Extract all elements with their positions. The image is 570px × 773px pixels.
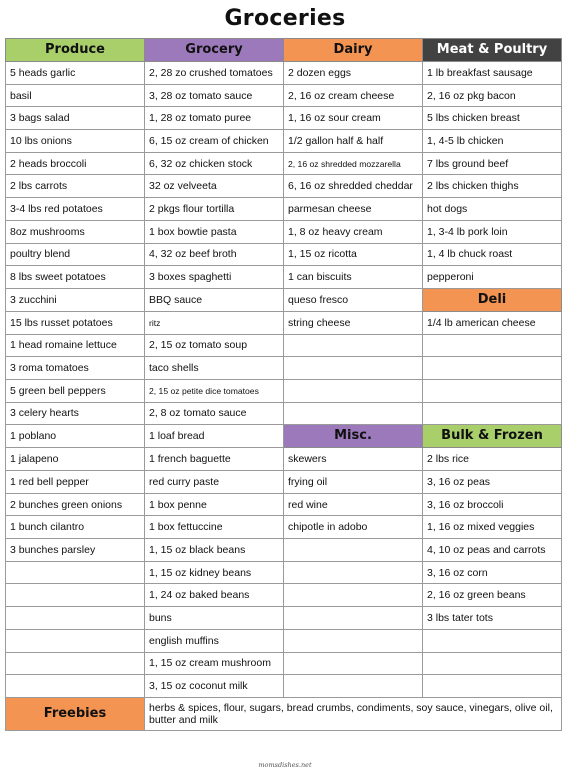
dairy-item	[284, 357, 423, 380]
grocery-item: 1, 15 oz black beans	[145, 539, 284, 562]
freebies-text: herbs & spices, flour, sugars, bread crumbs, condiments, soy sauce, vinegars, olive oil, butter and milk	[145, 697, 562, 730]
bulk-item: 2 lbs rice	[423, 448, 562, 471]
produce-item: 8oz mushrooms	[6, 220, 145, 243]
dairy-item: 1 can biscuits	[284, 266, 423, 289]
table-row	[6, 334, 562, 357]
deli-header: Deli	[423, 288, 562, 311]
dairy-item	[284, 402, 423, 425]
table-row	[6, 175, 562, 198]
grocery-header: Grocery	[145, 39, 284, 62]
table-row	[6, 288, 562, 311]
grocery-item: 1 loaf bread	[145, 425, 284, 448]
produce-item: 3 zucchini	[6, 288, 145, 311]
table-row	[6, 493, 562, 516]
table-row	[6, 697, 562, 730]
table-row	[6, 266, 562, 289]
grocery-item: english muffins	[145, 629, 284, 652]
dairy-item: 2 dozen eggs	[284, 62, 423, 85]
produce-item: 1 jalapeno	[6, 448, 145, 471]
table-row	[6, 130, 562, 153]
grocery-item: 1 box fettuccine	[145, 516, 284, 539]
grocery-item: 2 pkgs flour tortilla	[145, 198, 284, 221]
dairy-item: 1, 16 oz sour cream	[284, 107, 423, 130]
grocery-item: 1, 28 oz tomato puree	[145, 107, 284, 130]
produce-item: 5 green bell peppers	[6, 379, 145, 402]
meat-item: 1, 3-4 lb pork loin	[423, 220, 562, 243]
misc-item	[284, 561, 423, 584]
bulk-item	[423, 629, 562, 652]
misc-item: frying oil	[284, 471, 423, 494]
table-row	[6, 539, 562, 562]
dairy-item: 6, 16 oz shredded cheddar	[284, 175, 423, 198]
meat-item: 1, 4 lb chuck roast	[423, 243, 562, 266]
grocery-list-table	[5, 38, 562, 731]
deli-item	[423, 379, 562, 402]
bulk-frozen-header: Bulk & Frozen	[423, 425, 562, 448]
dairy-item: parmesan cheese	[284, 198, 423, 221]
meat-item: 1, 4-5 lb chicken	[423, 130, 562, 153]
meat-item: hot dogs	[423, 198, 562, 221]
dairy-item: 1, 8 oz heavy cream	[284, 220, 423, 243]
freebies-header: Freebies	[6, 697, 145, 730]
meat-item: 2 lbs chicken thighs	[423, 175, 562, 198]
produce-item	[6, 561, 145, 584]
produce-item: 1 poblano	[6, 425, 145, 448]
produce-item: 3 bags salad	[6, 107, 145, 130]
dairy-item: 1/2 gallon half & half	[284, 130, 423, 153]
produce-item: 1 red bell pepper	[6, 471, 145, 494]
deli-item	[423, 334, 562, 357]
bulk-item: 3, 16 oz corn	[423, 561, 562, 584]
dairy-header: Dairy	[284, 39, 423, 62]
bulk-item	[423, 675, 562, 698]
produce-item: 1 head romaine lettuce	[6, 334, 145, 357]
produce-item: 2 bunches green onions	[6, 493, 145, 516]
meat-item: 5 lbs chicken breast	[423, 107, 562, 130]
dairy-item	[284, 379, 423, 402]
produce-item: 2 lbs carrots	[6, 175, 145, 198]
misc-item: skewers	[284, 448, 423, 471]
table-row	[6, 379, 562, 402]
produce-item	[6, 675, 145, 698]
table-row	[6, 107, 562, 130]
meat-item: 2, 16 oz pkg bacon	[423, 84, 562, 107]
grocery-item: ritz	[145, 311, 284, 334]
grocery-item: 3, 28 oz tomato sauce	[145, 84, 284, 107]
grocery-item: buns	[145, 607, 284, 630]
grocery-item: 1 box penne	[145, 493, 284, 516]
meat-item: 7 lbs ground beef	[423, 152, 562, 175]
misc-item: chipotle in adobo	[284, 516, 423, 539]
grocery-item: 6, 32 oz chicken stock	[145, 152, 284, 175]
produce-item	[6, 629, 145, 652]
table-row	[6, 629, 562, 652]
misc-item	[284, 652, 423, 675]
grocery-item: 2, 28 zo crushed tomatoes	[145, 62, 284, 85]
footer-credit: momsdishes.net	[258, 761, 312, 769]
misc-item: red wine	[284, 493, 423, 516]
dairy-item: queso fresco	[284, 288, 423, 311]
produce-item: 3 bunches parsley	[6, 539, 145, 562]
bulk-item: 1, 16 oz mixed veggies	[423, 516, 562, 539]
table-row	[6, 516, 562, 539]
produce-item: 3 roma tomatoes	[6, 357, 145, 380]
table-row	[6, 62, 562, 85]
table-row	[6, 357, 562, 380]
table-row	[6, 198, 562, 221]
grocery-item: 2, 8 oz tomato sauce	[145, 402, 284, 425]
grocery-item: 6, 15 oz cream of chicken	[145, 130, 284, 153]
bulk-item: 2, 16 oz green beans	[423, 584, 562, 607]
table-row	[6, 425, 562, 448]
grocery-item: red curry paste	[145, 471, 284, 494]
table-row	[6, 220, 562, 243]
grocery-item: 1, 15 oz cream mushroom	[145, 652, 284, 675]
meat-item: pepperoni	[423, 266, 562, 289]
grocery-item: 2, 15 oz tomato soup	[145, 334, 284, 357]
produce-item: basil	[6, 84, 145, 107]
deli-item: 1/4 lb american cheese	[423, 311, 562, 334]
bulk-item: 3 lbs tater tots	[423, 607, 562, 630]
grocery-item: 3, 15 oz coconut milk	[145, 675, 284, 698]
table-row	[6, 561, 562, 584]
produce-item: 1 bunch cilantro	[6, 516, 145, 539]
dairy-item: 1, 15 oz ricotta	[284, 243, 423, 266]
produce-item: 2 heads broccoli	[6, 152, 145, 175]
grocery-item: 3 boxes spaghetti	[145, 266, 284, 289]
misc-item	[284, 539, 423, 562]
grocery-item: 4, 32 oz beef broth	[145, 243, 284, 266]
produce-item	[6, 652, 145, 675]
table-row	[6, 84, 562, 107]
misc-item	[284, 675, 423, 698]
produce-header: Produce	[6, 39, 145, 62]
grocery-item: 32 oz velveeta	[145, 175, 284, 198]
dairy-item: 2, 16 oz cream cheese	[284, 84, 423, 107]
page-title: Groceries	[224, 6, 346, 31]
grocery-item: taco shells	[145, 357, 284, 380]
dairy-item: 2, 16 oz shredded mozzarella	[284, 152, 423, 175]
produce-item: 10 lbs onions	[6, 130, 145, 153]
deli-item	[423, 402, 562, 425]
bulk-item: 3, 16 oz broccoli	[423, 493, 562, 516]
misc-item	[284, 607, 423, 630]
header-row	[6, 39, 562, 62]
misc-item	[284, 629, 423, 652]
produce-item	[6, 607, 145, 630]
grocery-item: 1, 24 oz baked beans	[145, 584, 284, 607]
table-row	[6, 402, 562, 425]
bulk-item	[423, 652, 562, 675]
table-row	[6, 607, 562, 630]
grocery-item: 1 box bowtie pasta	[145, 220, 284, 243]
dairy-item: string cheese	[284, 311, 423, 334]
meat-poultry-header: Meat & Poultry	[423, 39, 562, 62]
grocery-item: 1, 15 oz kidney beans	[145, 561, 284, 584]
table-row	[6, 652, 562, 675]
table-row	[6, 311, 562, 334]
grocery-item: 1 french baguette	[145, 448, 284, 471]
table-row	[6, 152, 562, 175]
table-row	[6, 471, 562, 494]
produce-item: poultry blend	[6, 243, 145, 266]
produce-item	[6, 584, 145, 607]
produce-item: 3-4 lbs red potatoes	[6, 198, 145, 221]
produce-item: 5 heads garlic	[6, 62, 145, 85]
meat-item: 1 lb breakfast sausage	[423, 62, 562, 85]
table-row	[6, 448, 562, 471]
grocery-item: BBQ sauce	[145, 288, 284, 311]
table-row	[6, 675, 562, 698]
produce-item: 15 lbs russet potatoes	[6, 311, 145, 334]
deli-item	[423, 357, 562, 380]
table-row	[6, 243, 562, 266]
grocery-item: 2, 15 oz petite dice tomatoes	[145, 379, 284, 402]
bulk-item: 4, 10 oz peas and carrots	[423, 539, 562, 562]
misc-item	[284, 584, 423, 607]
bulk-item: 3, 16 oz peas	[423, 471, 562, 494]
table-row	[6, 584, 562, 607]
misc-header: Misc.	[284, 425, 423, 448]
dairy-item	[284, 334, 423, 357]
produce-item: 3 celery hearts	[6, 402, 145, 425]
produce-item: 8 lbs sweet potatoes	[6, 266, 145, 289]
